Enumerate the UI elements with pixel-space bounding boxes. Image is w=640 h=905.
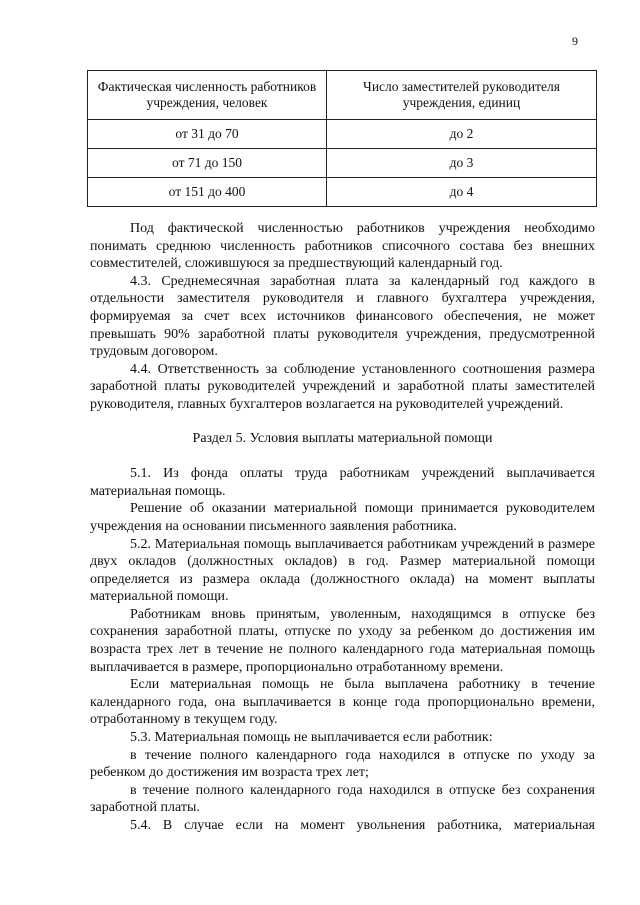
paragraph: 5.1. Из фонда оплаты труда работникам учреждений выплачивается материальная помощь. bbox=[90, 466, 595, 499]
paragraph: 4.4. Ответственность за соблюдение установленного соотношения размера заработной платы руководителей учреждений и заработной платы заместителей руководителя, главных бухгалтеров возлагается на руководителей учреждений. bbox=[90, 361, 595, 412]
table-header-cell: Фактическая численность работников учреждения, человек bbox=[88, 71, 327, 120]
paragraph: в течение полного календарного года находился в отпуске без сохранения заработной платы. bbox=[90, 782, 595, 816]
section-title: Раздел 5. Условия выплаты материальной помощи bbox=[192, 430, 493, 446]
body-text bbox=[90, 220, 595, 835]
paragraph: Работникам вновь принятым, уволенным, находящимся в отпуске без сохранения заработной платы, отпуске по уходу за ребенком до достижения им возраста трех лет в течение не полного календарного года материальная помощь выплачивается в размере, пропорционально отработанному времени. bbox=[90, 606, 595, 675]
table-cell: от 71 до 150 bbox=[88, 149, 327, 178]
table-row bbox=[88, 149, 597, 178]
paragraph: Под фактической численностью работников учреждения необходимо понимать среднюю численность работников списочного состава без внешних совместителей, сложившуюся за предшествующий календарный год. bbox=[90, 221, 595, 272]
table-cell: до 2 bbox=[327, 120, 597, 149]
table-cell: от 151 до 400 bbox=[88, 178, 327, 207]
paragraph: Если материальная помощь не была выплачена работнику в течение календарного года, она выплачивается в конце года пропорционально времени, отработанному в текущем году. bbox=[90, 677, 595, 728]
paragraph: 5.2. Материальная помощь выплачивается работникам учреждений в размере двух окладов (должностных окладов) в год. Размер материальной помощи определяется из размера оклада (должностного оклада) на момент выплаты материальной помощи. bbox=[90, 536, 595, 605]
table-cell: до 3 bbox=[327, 149, 597, 178]
deputies-norm-table bbox=[87, 70, 597, 207]
paragraph: 4.3. Среднемесячная заработная плата за календарный год каждого в отдельности заместителя руководителя и главного бухгалтера учреждения, формируемая за счет всех источников финансового обеспечения, не может превышать 90% заработной платы руководителя учреждения, предусмотренной трудовым договором. bbox=[90, 273, 595, 360]
table-cell: от 31 до 70 bbox=[88, 120, 327, 149]
table-row bbox=[88, 120, 597, 149]
table-row bbox=[88, 178, 597, 207]
paragraph: 5.4. В случае если на момент увольнения работника, материальная bbox=[130, 818, 595, 833]
paragraph: 5.3. Материальная помощь не выплачивается если работник: bbox=[130, 730, 493, 746]
paragraph: Решение об оказании материальной помощи принимается руководителем учреждения на основании письменного заявления работника. bbox=[90, 501, 595, 534]
table-header-cell: Число заместителей руководителя учреждения, единиц bbox=[327, 71, 597, 120]
page-number: 9 bbox=[572, 34, 578, 48]
table-cell: до 4 bbox=[327, 178, 597, 207]
table-header-row bbox=[88, 71, 597, 120]
paragraph: в течение полного календарного года находился в отпуске по уходу за ребенком до достижения им возраста трех лет; bbox=[90, 747, 595, 781]
